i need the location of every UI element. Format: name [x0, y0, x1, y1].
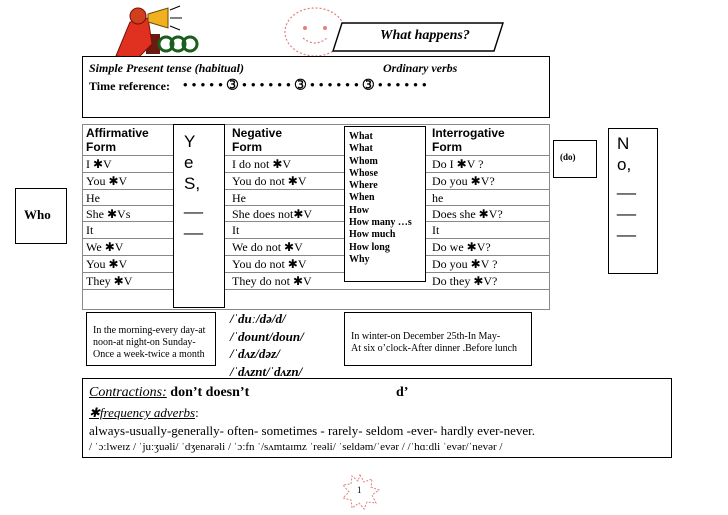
no-line-4: __	[617, 218, 636, 237]
negative-row-2: He	[232, 191, 246, 205]
affirmative-row-7: They ✱V	[86, 274, 133, 288]
yes-line-0: Y	[184, 132, 196, 151]
do-label: (do)	[560, 152, 576, 162]
interrogative-row-7: Do they ✱V?	[432, 274, 498, 288]
affirmative-header: Affirmative Form	[86, 126, 149, 154]
teacher-megaphone-illustration	[108, 4, 208, 62]
time-expression-left-0: In the morning-every day-at	[93, 325, 206, 336]
time-expression-left-1: noon-at night-on Sunday-	[93, 337, 196, 348]
negative-row-5: We do not ✱V	[232, 240, 303, 254]
interrogative-row-2: he	[432, 191, 444, 205]
negative-row-1: You do not ✱V	[232, 174, 307, 188]
no-panel	[608, 128, 658, 274]
interrogative-row-1: Do you ✱V?	[432, 174, 495, 188]
page-number: 1	[357, 485, 362, 495]
affirmative-row-4: It	[86, 223, 94, 237]
question-word-1: What	[349, 143, 373, 155]
yes-line-1: e	[184, 153, 194, 172]
question-word-10: Why	[349, 253, 370, 265]
negative-header: Negative Form	[232, 126, 283, 154]
no-line-1: o,	[617, 155, 632, 174]
who-box	[15, 188, 67, 244]
tense-title: Simple Present tense (habitual)	[89, 61, 245, 75]
time-expression-left-2: Once a week-twice a month	[93, 349, 205, 360]
adverbs-ipa: / ˈɔːlweɪz / ˈjuːʒuəli/ ˈdʒenərəli / ˈɔːfn ˈ/sʌmtaɪmz ˈreəli/ ˈseldəm/ˈevər / /ˈhɑːdli ˈevər/ˈnevər /	[89, 441, 503, 453]
interrogative-row-3: Does she ✱V?	[432, 207, 503, 221]
interrogative-row-4: It	[432, 223, 440, 237]
question-word-3: Whose	[349, 167, 378, 179]
affirmative-row-1: You ✱V	[86, 174, 128, 188]
interrogative-row-0: Do I ✱V ?	[432, 157, 484, 171]
interrogative-row-6: Do you ✱V ?	[432, 257, 498, 271]
yes-line-2: S,	[184, 174, 201, 193]
tense-box	[82, 56, 550, 118]
pronunciation-list	[230, 310, 304, 380]
affirmative-row-3: She ✱Vs	[86, 207, 131, 221]
contractions-value: don’t doesn’t	[170, 385, 250, 400]
negative-row-6: You do not ✱V	[232, 257, 307, 271]
yes-line-3: __	[184, 195, 203, 214]
adverbs-label-row	[89, 405, 199, 421]
question-word-4: Where	[349, 180, 378, 192]
bottom-box	[82, 378, 672, 458]
question-word-5: When	[349, 192, 375, 204]
affirmative-row-2: He	[86, 191, 100, 205]
question-word-0: What	[349, 131, 373, 142]
pronunciation-item-3: /ˈdʌznt/ˈdʌzn/	[230, 363, 303, 379]
contractions-label: Contractions:	[89, 385, 167, 400]
interrogative-row-5: Do we ✱V?	[432, 240, 491, 254]
no-line-3: __	[617, 197, 636, 216]
negative-row-3: She does not✱V	[232, 207, 313, 221]
interrogative-header: Interrogative Form	[432, 126, 505, 154]
do-box	[553, 140, 597, 178]
time-expressions-left	[86, 312, 216, 366]
pronunciation-item-2: /ˈdʌz/dəz/	[230, 346, 280, 361]
time-expressions-right	[344, 312, 532, 366]
adverbs-colon: :	[195, 405, 199, 420]
yes-line-4: __	[184, 216, 203, 235]
affirmative-row-0: I ✱V	[86, 157, 112, 171]
no-line-0: N	[617, 134, 630, 153]
no-line-2: __	[617, 176, 636, 195]
adverbs-list: always-usually-generally- often- sometimes - rarely- seldom -ever- hardly ever-never.	[89, 423, 535, 438]
banner-text: What happens?	[380, 28, 470, 43]
contractions-row	[89, 385, 249, 401]
negative-row-4: It	[232, 223, 240, 237]
verb-type: Ordinary verbs	[383, 61, 458, 75]
negative-row-7: They do not ✱V	[232, 274, 312, 288]
contractions-extra: d’	[396, 385, 409, 400]
question-word-2: Whom	[349, 155, 378, 167]
question-words-box	[344, 126, 426, 282]
time-expression-right-0: In winter-on December 25th-In May-	[351, 331, 501, 342]
pronunciation-item-1: /ˈdount/doun/	[230, 328, 304, 344]
who-label: Who	[24, 207, 51, 222]
question-word-8: How much	[349, 229, 396, 241]
adverbs-label: ✱frequency adverbs	[89, 405, 196, 420]
time-expression-right-1: At six o’clock-After dinner .Before lunch	[351, 343, 518, 354]
affirmative-row-6: You ✱V	[86, 257, 128, 271]
question-word-7: How many …s	[349, 217, 412, 229]
pronunciation-item-0: /ˈduː/də/d/	[230, 311, 286, 326]
negative-row-0: I do not ✱V	[232, 157, 292, 171]
question-word-9: How long	[349, 241, 390, 253]
affirmative-row-5: We ✱V	[86, 240, 124, 254]
yes-panel	[173, 124, 225, 308]
question-word-6: How	[349, 204, 369, 216]
time-reference-label: Time reference:	[89, 79, 170, 93]
timeline: • • • • • ➂ • • • • • • ➂ • • • • • • ➂ • • • • • •	[183, 77, 428, 92]
